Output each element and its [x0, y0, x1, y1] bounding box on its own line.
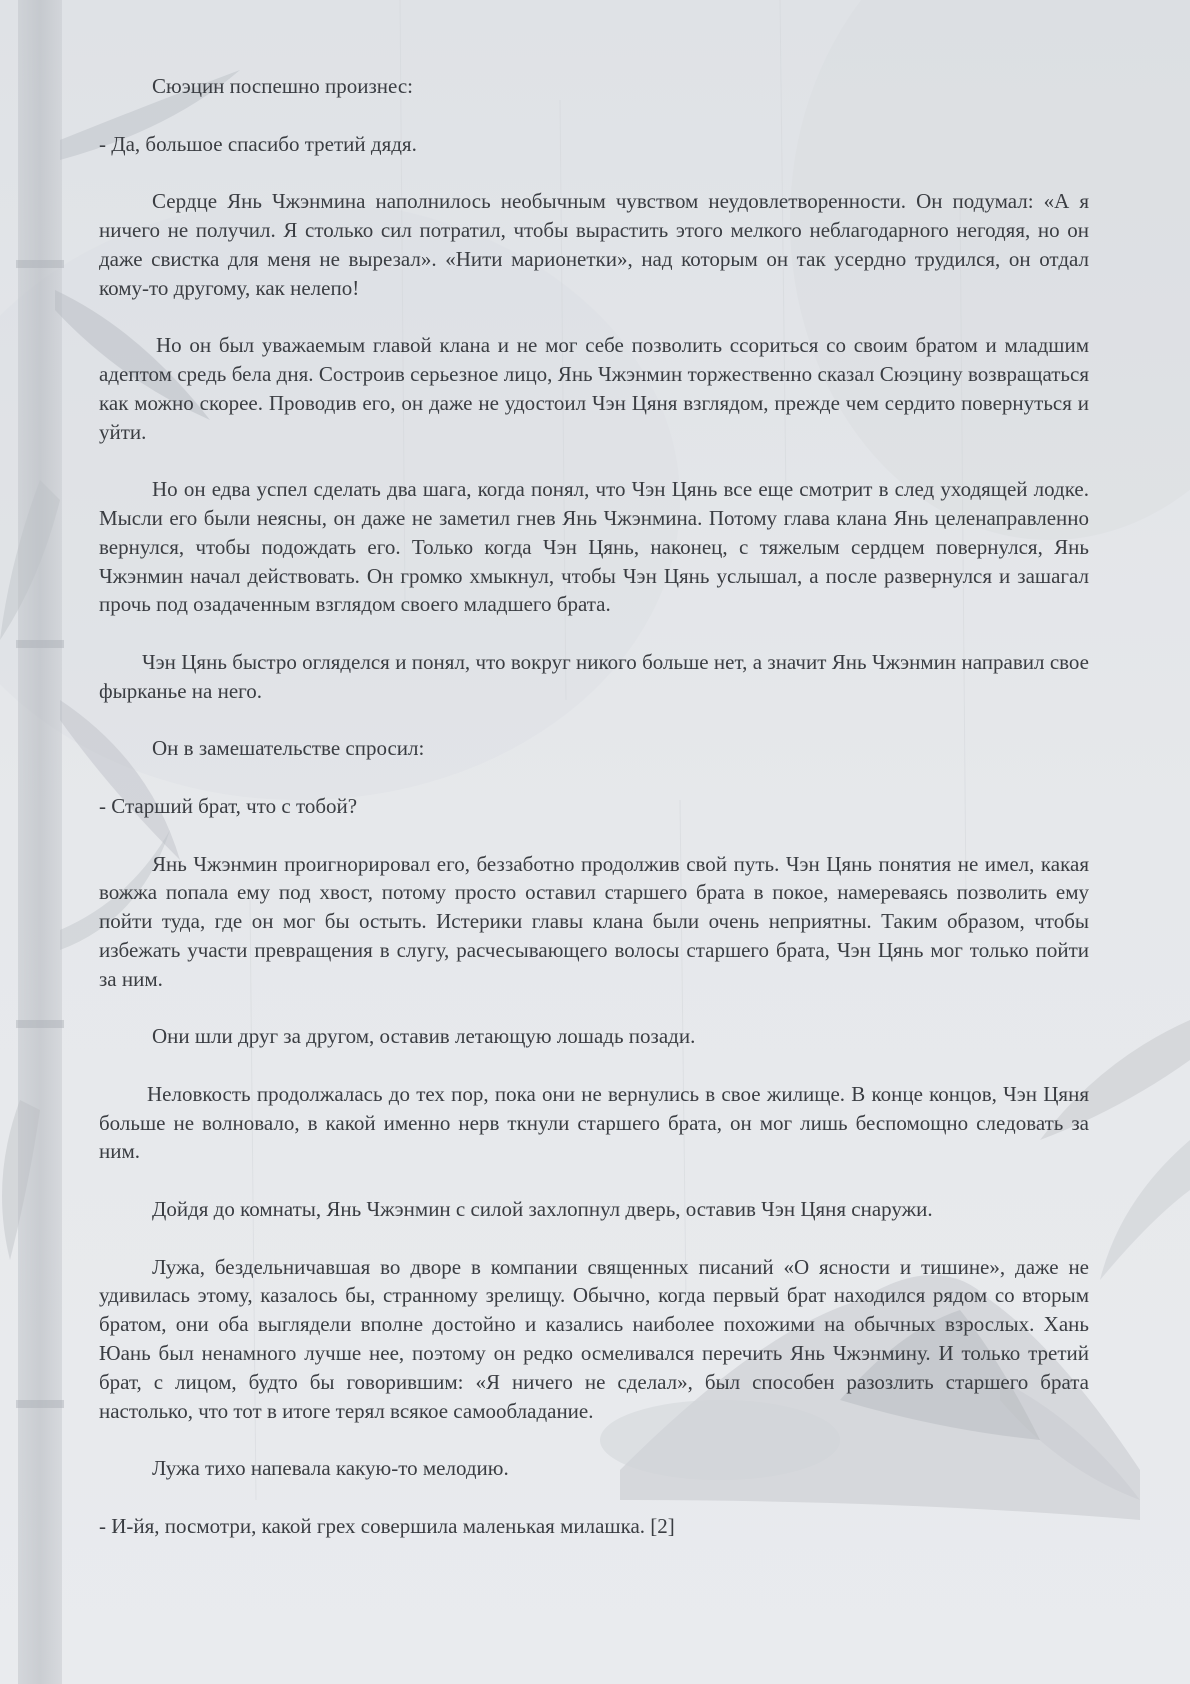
paragraph: Чэн Цянь быстро огляделся и понял, что вокруг никого больше нет, а значит Янь Чжэнмин направил свое фырканье на него. [99, 649, 1089, 703]
paragraph: Сердце Янь Чжэнмина наполнилось необычным чувством неудовлетворенности. Он подумал: «А я ничего не получил. Я столько сил потратил, чтобы вырастить этого мелкого неблагодарного негодяя, но он даже свистка для меня не вырезал». «Нити марионетки», над которым он так усердно трудился, он отдал кому-то другому, как нелепо! [99, 189, 1089, 300]
paragraph: - Да, большое спасибо третий дядя. [99, 131, 417, 156]
document-body [99, 72, 1089, 1569]
paragraph: Янь Чжэнмин проигнорировал его, беззаботно продолжив свой путь. Чэн Цянь понятия не имел, какая вожжа попала ему под хвост, потому просто оставил старшего брата в покое, намереваясь позволить ему пойти туда, где он мог бы остыть. Истерики главы клана были очень неприятны. Таким образом, чтобы избежать участи превращения в слугу, расчесывающего волосы старшего брата, Чэн Цянь мог только пойти за ним. [99, 851, 1089, 991]
paragraph: Дойдя до комнаты, Янь Чжэнмин с силой захлопнул дверь, оставив Чэн Цяня снаружи. [152, 1197, 933, 1222]
paragraph: Лужа, бездельничавшая во дворе в компании священных писаний «О ясности и тишине», даже не удивилась этому, казалось бы, странному зрелищу. Обычно, когда первый брат находился рядом со вторым братом, они оба выглядели вполне достойно и казались наиболее похожими на обычных взрослых. Хань Юань был ненамного лучше нее, поэтому он редко осмеливался перечить Янь Чжэнмину. И только третий брат, с лицом, будто бы говорившим: «Я ничего не сделал», был способен разозлить старшего брата настолько, что тот в итоге терял всякое самообладание. [99, 1254, 1089, 1423]
paragraph: Лужа тихо напевала какую-то мелодию. [152, 1456, 509, 1481]
paragraph: Сюэцин поспешно произнес: [152, 74, 413, 98]
paragraph: - И-йя, посмотри, какой грех совершила маленькая милашка. [2] [99, 1513, 675, 1538]
paragraph: Он в замешательстве спросил: [152, 736, 425, 761]
paragraph: - Старший брат, что с тобой? [99, 793, 358, 818]
paragraph: Но он был уважаемым главой клана и не мог себе позволить ссориться со своим братом и младшим адептом средь бела дня. Состроив серьезное лицо, Янь Чжэнмин торжественно сказал Сюэцину возвращаться как можно скорее. Проводив его, он даже не удостоил Чэн Цяня взглядом, прежде чем сердито повернуться и уйти. [99, 333, 1089, 444]
paragraph: Неловкость продолжалась до тех пор, пока они не вернулись в свое жилище. В конце концов, Чэн Цяня больше не волновало, в какой именно нерв ткнули старшего брата, он мог лишь беспомощно следовать за ним. [99, 1081, 1089, 1164]
paragraph: Они шли друг за другом, оставив летающую лошадь позади. [152, 1024, 696, 1049]
paragraph: Но он едва успел сделать два шага, когда понял, что Чэн Цянь все еще смотрит в след уходящей лодке. Мысли его были неясны, он даже не заметил гнев Янь Чжэнмина. Потому глава клана Янь целенаправленно вернулся, чтобы подождать его. Только когда Чэн Цянь, наконец, с тяжелым сердцем повернулся, Янь Чжэнмин начал действовать. Он громко хмыкнул, чтобы Чэн Цянь услышал, а после развернулся и зашагал прочь под озадаченным взглядом своего младшего брата. [99, 477, 1089, 617]
